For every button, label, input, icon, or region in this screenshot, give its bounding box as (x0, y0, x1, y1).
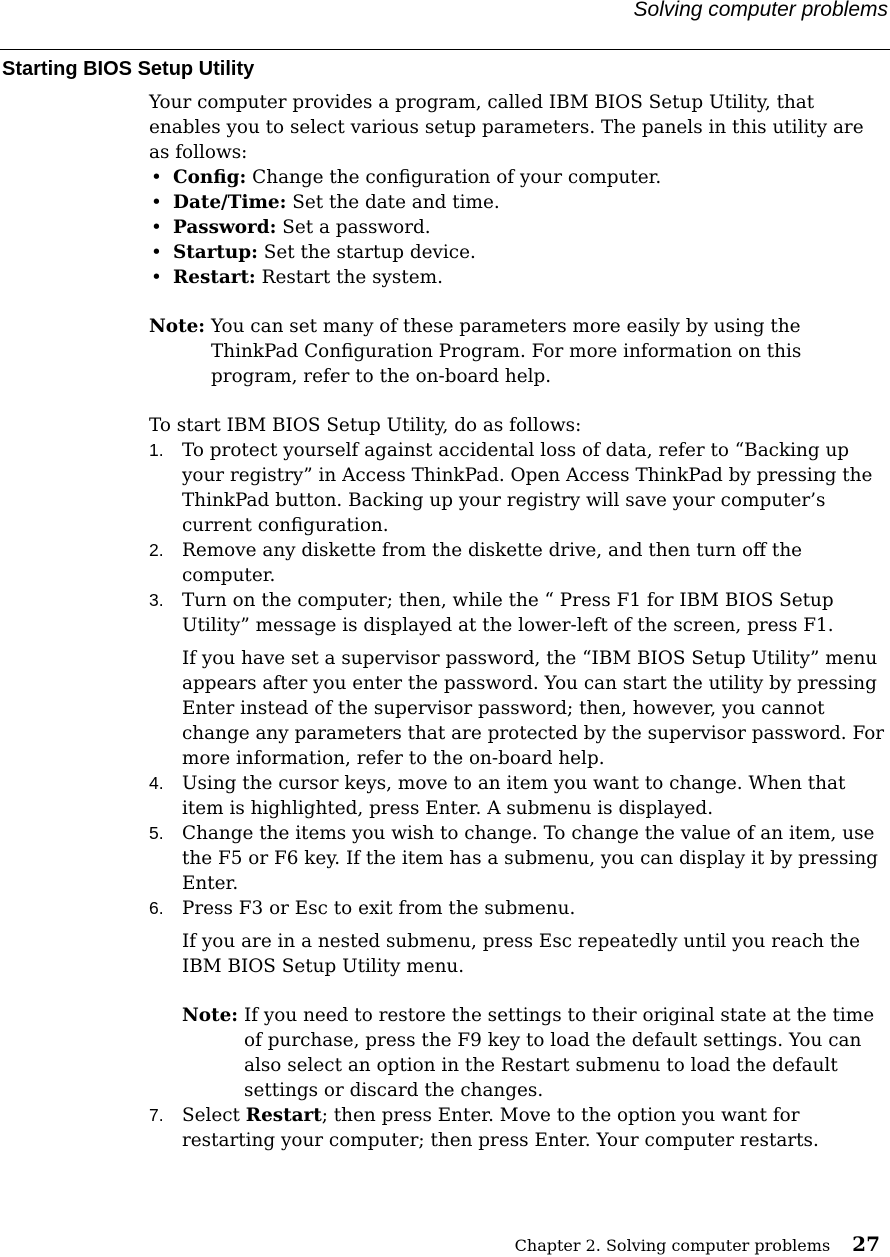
note-block (149, 314, 889, 389)
step-text-pre: Select (182, 1105, 246, 1126)
step-text: Remove any diskette from the diskette drive, and then turn off the computer. (182, 540, 803, 586)
note-label: Note: (182, 1005, 239, 1026)
step-text: Change the items you wish to change. To change the value of an item, use the F5 or F6 key. If the item has a submenu, you can display it by pressing Enter. (182, 823, 878, 894)
step-item (149, 438, 889, 538)
panel-name: Config: (173, 167, 247, 188)
step-number: 2. (149, 540, 164, 560)
list-item (149, 165, 889, 190)
step-text: Turn on the computer; then, while the “ Press F1 for IBM BIOS Setup Utility” message is displayed at the lower-left of the screen, press F1. (182, 590, 834, 636)
step-number: 7. (149, 1105, 164, 1125)
step-number: 3. (149, 590, 164, 610)
list-item (149, 240, 889, 265)
step-item (149, 896, 889, 1103)
panel-name: Password: (173, 217, 277, 238)
step-number: 4. (149, 773, 164, 793)
step-number: 5. (149, 823, 164, 843)
list-item (149, 215, 889, 240)
step-subparagraph: If you are in a nested submenu, press Esc repeatedly until you reach the IBM BIOS Setup Utility menu. (182, 931, 860, 977)
step-item (149, 771, 889, 821)
step-item (149, 538, 889, 588)
panel-name: Date/Time: (173, 192, 287, 213)
panel-list (149, 165, 889, 290)
note-text: You can set many of these parameters more easily by using the ThinkPad Configuration Program. For more information on this program, refer to the on-board help. (211, 316, 802, 387)
panel-desc: Change the configuration of your computer. (252, 167, 662, 188)
panel-name: Startup: (173, 242, 258, 263)
step-item (149, 1103, 889, 1153)
section-title: Starting BIOS Setup Utility (2, 58, 255, 80)
body-text (149, 90, 889, 1153)
step-text: To protect yourself against accidental loss of data, refer to “Backing up your registry” in Access ThinkPad. Open Access ThinkPad by pressing the ThinkPad button. Backing up your registry will save your computer’s current configuration. (182, 440, 873, 536)
step-number: 6. (149, 898, 164, 918)
step-item (149, 821, 889, 896)
step-emphasis: Restart (245, 1105, 322, 1126)
note-block (182, 1003, 889, 1103)
step-item (149, 588, 889, 771)
panel-desc: Set the startup device. (263, 242, 476, 263)
step-text: Using the cursor keys, move to an item you want to change. When that item is highlighted, press Enter. A submenu is displayed. (182, 773, 846, 819)
step-subparagraph: If you have set a supervisor password, the “IBM BIOS Setup Utility” menu appears after you enter the password. You can start the utility by pressing Enter instead of the supervisor password; then, however, you cannot change any parameters that are protected by the supervisor password. For more information, refer to the on-board help. (182, 648, 885, 769)
page-number: 27 (852, 1232, 880, 1256)
list-item (149, 190, 889, 215)
intro-paragraph: Your computer provides a program, called IBM BIOS Setup Utility, that enables you to select various setup parameters. The panels in this utility are as follows: (149, 92, 864, 163)
step-number: 1. (149, 440, 164, 460)
footer-chapter: Chapter 2. Solving computer problems (514, 1236, 831, 1255)
steps-list (149, 438, 889, 1153)
note-label: Note: (149, 316, 206, 337)
panel-desc: Set the date and time. (292, 192, 500, 213)
steps-intro: To start IBM BIOS Setup Utility, do as follows: (149, 415, 582, 436)
running-header: Solving computer problems (633, 0, 888, 21)
header-rule (0, 49, 890, 50)
panel-desc: Set a password. (282, 217, 431, 238)
list-item (149, 265, 889, 290)
panel-name: Restart: (173, 267, 256, 288)
note-text: If you need to restore the settings to their original state at the time of purchase, press the F9 key to load the default settings. You can also select an option in the Restart submenu to load the default settings or discard the changes. (244, 1005, 875, 1101)
page-footer (515, 1232, 880, 1256)
step-text: Press F3 or Esc to exit from the submenu. (182, 898, 576, 919)
panel-desc: Restart the system. (261, 267, 443, 288)
step-text-post: ; then press Enter. Move to the option you want for restarting your computer; then press Enter. Your computer restarts. (182, 1105, 819, 1151)
